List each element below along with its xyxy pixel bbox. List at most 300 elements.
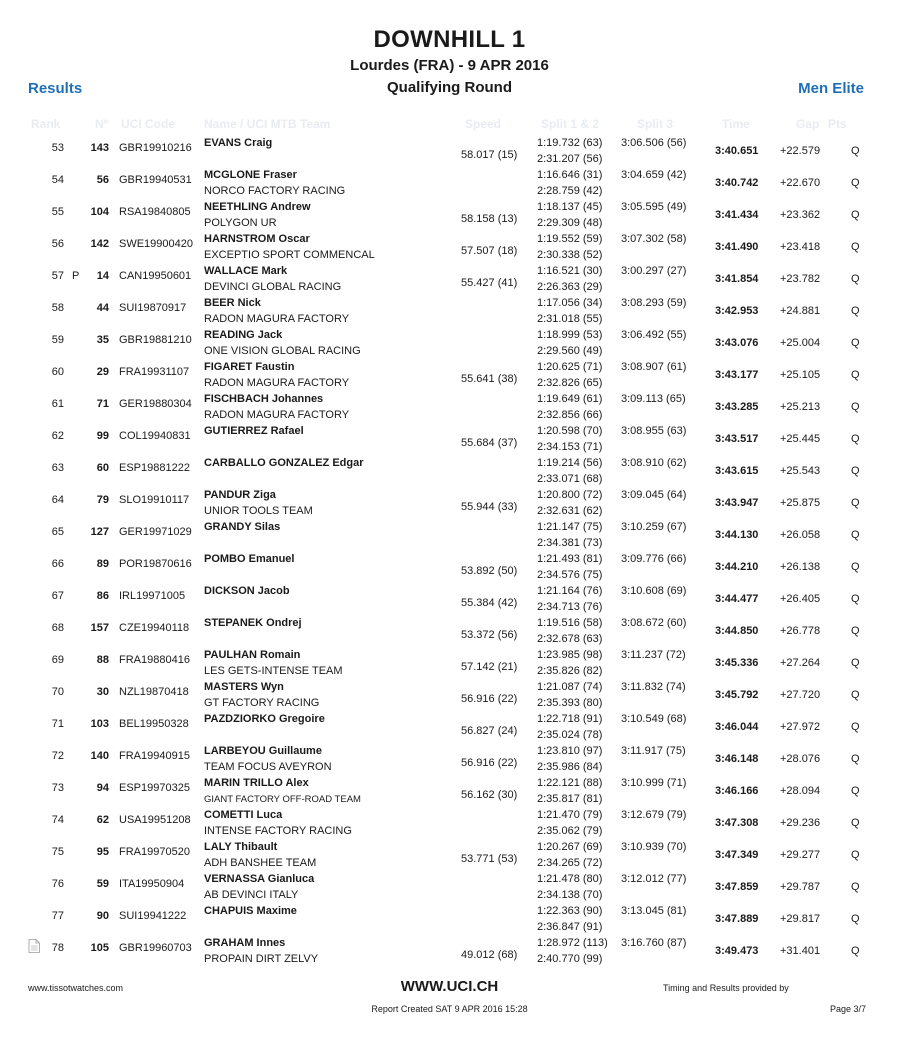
row-rank: 61 — [51, 398, 64, 410]
row-uci-code: BEL19950328 — [119, 718, 189, 730]
row-gap: +23.362 — [780, 209, 821, 221]
row-gap: +26.138 — [780, 561, 821, 573]
table-row — [0, 808, 899, 840]
row-split1: 1:19.649 (61) — [537, 393, 603, 405]
table-row — [0, 552, 899, 584]
table-row — [0, 744, 899, 776]
row-rider-name: GUTIERREZ Rafael — [204, 425, 304, 437]
row-split1: 1:21.478 (80) — [537, 873, 603, 885]
row-split2: 2:35.817 (81) — [537, 793, 603, 805]
row-time: 3:47.859 — [715, 881, 759, 893]
row-qualified: Q — [851, 881, 860, 893]
row-bib: 105 — [90, 942, 109, 954]
row-split1: 1:28.972 (113) — [537, 937, 608, 949]
table-row — [0, 360, 899, 392]
row-team-name: PROPAIN DIRT ZELVY — [204, 953, 319, 965]
row-split2: 2:29.560 (49) — [537, 345, 603, 357]
event-title: DOWNHILL 1 — [373, 26, 526, 53]
row-split1: 1:21.147 (75) — [537, 521, 603, 533]
row-rider-name: MCGLONE Fraser — [204, 169, 297, 181]
header-speed: Speed — [465, 117, 502, 131]
row-time: 3:46.044 — [715, 721, 759, 733]
row-rider-name: MARIN TRILLO Alex — [204, 777, 309, 789]
header-uci-code: UCI Code — [121, 117, 175, 131]
row-qualified: Q — [851, 273, 860, 285]
row-split1: 1:20.267 (69) — [537, 841, 603, 853]
document-icon — [28, 939, 40, 953]
row-uci-code: SUI19870917 — [119, 302, 187, 314]
row-time: 3:44.850 — [715, 625, 759, 637]
row-rank: 58 — [51, 302, 64, 314]
row-split2: 2:34.153 (71) — [537, 441, 603, 453]
row-split3: 3:11.237 (72) — [621, 649, 686, 661]
row-gap: +25.213 — [780, 401, 821, 413]
row-qualified: Q — [851, 657, 860, 669]
table-row — [0, 712, 899, 744]
row-time: 3:43.517 — [715, 433, 759, 445]
row-rank: 65 — [51, 526, 64, 538]
table-row — [0, 200, 899, 232]
row-rank: 57 — [51, 270, 64, 282]
row-uci-code: GBR19881210 — [119, 334, 192, 346]
row-split3: 3:10.549 (68) — [621, 713, 687, 725]
row-speed: 56.916 (22) — [461, 693, 518, 705]
row-time: 3:46.148 — [715, 753, 759, 765]
table-row — [0, 936, 899, 968]
footer-timing-credit: Timing and Results provided by — [663, 983, 789, 993]
row-rider-name: POMBO Emanuel — [204, 553, 295, 565]
row-split2: 2:34.265 (72) — [537, 857, 603, 869]
row-time: 3:40.651 — [715, 145, 759, 157]
row-qualified: Q — [851, 945, 860, 957]
row-team-name: INTENSE FACTORY RACING — [204, 825, 352, 837]
row-gap: +25.004 — [780, 337, 821, 349]
row-gap: +31.401 — [780, 945, 821, 957]
table-row — [0, 840, 899, 872]
row-team-name: RADON MAGURA FACTORY — [204, 377, 350, 389]
row-bib: 140 — [90, 750, 109, 762]
row-split3: 3:00.297 (27) — [621, 265, 687, 277]
row-split3: 3:08.293 (59) — [621, 297, 687, 309]
row-uci-code: GBR19960703 — [119, 942, 192, 954]
row-bib: 35 — [96, 334, 109, 346]
row-bib: 94 — [96, 782, 109, 794]
row-rider-name: GRAHAM Innes — [204, 937, 286, 949]
row-rider-name: PAZDZIORKO Gregoire — [204, 713, 325, 725]
row-split3: 3:10.999 (71) — [621, 777, 687, 789]
row-bib: 89 — [96, 558, 109, 570]
row-gap: +25.445 — [780, 433, 821, 445]
row-rider-name: FISCHBACH Johannes — [204, 393, 324, 405]
row-bib: 79 — [96, 494, 109, 506]
row-rider-name: VERNASSA Gianluca — [204, 873, 315, 885]
row-rider-name: PAULHAN Romain — [204, 649, 301, 661]
row-bib: 62 — [96, 814, 109, 826]
row-gap: +29.817 — [780, 913, 821, 925]
page-number: Page 3/7 — [829, 1004, 866, 1014]
row-time: 3:47.889 — [715, 913, 759, 925]
row-rider-name: GRANDY Silas — [204, 521, 281, 533]
row-gap: +27.264 — [780, 657, 821, 669]
row-split1: 1:19.732 (63) — [537, 137, 603, 149]
row-split2: 2:34.381 (73) — [537, 537, 603, 549]
row-bib: 30 — [96, 686, 109, 698]
row-gap: +26.405 — [780, 593, 821, 605]
row-uci-code: FRA19931107 — [119, 366, 190, 378]
row-rank: 59 — [51, 334, 64, 346]
row-split1: 1:20.598 (70) — [537, 425, 603, 437]
row-bib: 44 — [96, 302, 109, 314]
row-split1: 1:21.493 (81) — [537, 553, 603, 565]
row-time: 3:44.477 — [715, 593, 759, 605]
row-split3: 3:10.259 (67) — [621, 521, 687, 533]
row-bib: 86 — [96, 590, 109, 602]
row-speed: 49.012 (68) — [461, 949, 518, 961]
row-rank: 75 — [51, 846, 64, 858]
row-split1: 1:23.985 (98) — [537, 649, 603, 661]
row-speed: 56.916 (22) — [461, 757, 518, 769]
row-speed: 56.827 (24) — [461, 725, 518, 737]
row-gap: +25.875 — [780, 497, 821, 509]
row-time: 3:43.076 — [715, 337, 759, 349]
row-uci-code: IRL19971005 — [119, 590, 186, 602]
table-row — [0, 584, 899, 616]
row-split2: 2:30.338 (52) — [537, 249, 603, 261]
row-uci-code: SUI19941222 — [119, 910, 187, 922]
table-row — [0, 904, 899, 936]
row-bib: 127 — [90, 526, 109, 538]
row-time: 3:43.177 — [715, 369, 759, 381]
row-gap: +27.720 — [780, 689, 821, 701]
row-split3: 3:06.492 (55) — [621, 329, 687, 341]
row-bib: 103 — [90, 718, 109, 730]
row-qualified: Q — [851, 497, 860, 509]
row-rank: 72 — [51, 750, 64, 762]
table-row — [0, 776, 899, 808]
row-rank: 76 — [51, 878, 64, 890]
row-gap: +22.670 — [780, 177, 821, 189]
table-row — [0, 680, 899, 712]
row-uci-code: CZE19940118 — [119, 622, 190, 634]
row-time: 3:41.490 — [715, 241, 759, 253]
row-speed: 57.507 (18) — [461, 245, 518, 257]
row-split2: 2:34.713 (76) — [537, 601, 603, 613]
row-split3: 3:06.506 (56) — [621, 137, 687, 149]
row-time: 3:40.742 — [715, 177, 759, 189]
row-bib: 60 — [96, 462, 109, 474]
row-rider-name: EVANS Craig — [204, 137, 273, 149]
row-split1: 1:17.056 (34) — [537, 297, 603, 309]
row-gap: +24.881 — [780, 305, 821, 317]
header-split3: Split 3 — [637, 117, 674, 131]
row-qualified: Q — [851, 433, 860, 445]
row-speed: 55.384 (42) — [461, 597, 518, 609]
category-label: Men Elite — [798, 80, 864, 97]
row-bib: 88 — [96, 654, 109, 666]
row-gap: +27.972 — [780, 721, 821, 733]
row-rank: 74 — [51, 814, 64, 826]
row-split2: 2:36.847 (91) — [537, 921, 603, 933]
row-team-name: TEAM FOCUS AVEYRON — [204, 761, 332, 773]
row-gap: +23.782 — [780, 273, 821, 285]
row-time: 3:46.166 — [715, 785, 759, 797]
row-team-name: EXCEPTIO SPORT COMMENCAL — [204, 249, 375, 261]
row-team-name: GIANT FACTORY OFF-ROAD TEAM — [204, 794, 361, 805]
row-split3: 3:09.113 (65) — [621, 393, 686, 405]
row-qualified: Q — [851, 561, 860, 573]
row-split3: 3:11.917 (75) — [621, 745, 686, 757]
row-split1: 1:19.516 (58) — [537, 617, 603, 629]
row-rider-name: MASTERS Wyn — [204, 681, 284, 693]
row-bib: 71 — [96, 398, 109, 410]
row-time: 3:43.615 — [715, 465, 759, 477]
row-rank: 54 — [51, 174, 64, 186]
row-split2: 2:32.856 (66) — [537, 409, 603, 421]
row-split1: 1:22.363 (90) — [537, 905, 603, 917]
row-uci-code: COL19940831 — [119, 430, 191, 442]
row-speed: 57.142 (21) — [461, 661, 518, 673]
row-time: 3:43.285 — [715, 401, 759, 413]
row-rider-name: WALLACE Mark — [204, 265, 288, 277]
row-split1: 1:21.470 (79) — [537, 809, 603, 821]
report-created: Report Created SAT 9 APR 2016 15:28 — [371, 1004, 528, 1014]
row-gap: +29.236 — [780, 817, 821, 829]
row-rank: 69 — [51, 654, 64, 666]
row-qualified: Q — [851, 337, 860, 349]
row-bib: 95 — [96, 846, 109, 858]
row-speed: 55.641 (38) — [461, 373, 518, 385]
row-speed: 56.162 (30) — [461, 789, 518, 801]
row-rider-name: PANDUR Ziga — [204, 489, 276, 501]
table-row — [0, 136, 899, 168]
row-uci-code: POR19870616 — [119, 558, 192, 570]
row-team-name: POLYGON UR — [204, 217, 277, 229]
row-split2: 2:35.062 (79) — [537, 825, 603, 837]
row-uci-code: ITA19950904 — [119, 878, 185, 890]
row-uci-code: NZL19870418 — [119, 686, 189, 698]
row-qualified: Q — [851, 209, 860, 221]
row-split3: 3:08.910 (62) — [621, 457, 687, 469]
row-qualified: Q — [851, 593, 860, 605]
row-team-name: RADON MAGURA FACTORY — [204, 409, 350, 421]
row-split2: 2:33.071 (68) — [537, 473, 603, 485]
row-gap: +23.418 — [780, 241, 821, 253]
row-team-name: AB DEVINCI ITALY — [204, 889, 299, 901]
row-rider-name: HARNSTROM Oscar — [204, 233, 310, 245]
row-uci-code: FRA19880416 — [119, 654, 190, 666]
table-row — [0, 264, 899, 296]
row-split3: 3:04.659 (42) — [621, 169, 687, 181]
table-row — [0, 328, 899, 360]
row-qualified: Q — [851, 625, 860, 637]
header-time: Time — [722, 117, 750, 131]
row-team-name: UNIOR TOOLS TEAM — [204, 505, 313, 517]
row-rank: 56 — [51, 238, 64, 250]
row-split3: 3:10.939 (70) — [621, 841, 687, 853]
row-split2: 2:28.759 (42) — [537, 185, 603, 197]
row-gap: +28.094 — [780, 785, 821, 797]
row-rank: 66 — [51, 558, 64, 570]
row-qualified: Q — [851, 913, 860, 925]
row-split1: 1:19.552 (59) — [537, 233, 603, 245]
row-qualified: Q — [851, 145, 860, 157]
row-team-name: NORCO FACTORY RACING — [204, 185, 346, 197]
row-qualified: Q — [851, 369, 860, 381]
row-uci-code: GER19880304 — [119, 398, 192, 410]
row-split2: 2:35.024 (78) — [537, 729, 603, 741]
row-split1: 1:16.646 (31) — [537, 169, 603, 181]
row-split3: 3:09.776 (66) — [621, 553, 687, 565]
row-rider-name: READING Jack — [204, 329, 283, 341]
row-split2: 2:35.986 (84) — [537, 761, 603, 773]
row-split1: 1:21.087 (74) — [537, 681, 603, 693]
row-team-name: RADON MAGURA FACTORY — [204, 313, 350, 325]
row-team-name: LES GETS-INTENSE TEAM — [204, 665, 343, 677]
row-rank: 68 — [51, 622, 64, 634]
row-split3: 3:08.907 (61) — [621, 361, 687, 373]
row-split3: 3:11.832 (74) — [621, 681, 686, 693]
row-uci-code: SWE19900420 — [119, 238, 193, 250]
header-gap: Gap — [796, 117, 820, 131]
row-uci-code: GER19971029 — [119, 526, 192, 538]
row-uci-code: FRA19940915 — [119, 750, 190, 762]
row-split3: 3:10.608 (69) — [621, 585, 687, 597]
row-split1: 1:20.625 (71) — [537, 361, 603, 373]
row-rider-name: LARBEYOU Guillaume — [204, 745, 322, 757]
row-split3: 3:12.679 (79) — [621, 809, 687, 821]
row-split3: 3:09.045 (64) — [621, 489, 687, 501]
header-pts: Pts — [828, 117, 847, 131]
row-time: 3:42.953 — [715, 305, 759, 317]
table-row — [0, 616, 899, 648]
row-split2: 2:31.207 (56) — [537, 153, 603, 165]
row-bib: 59 — [96, 878, 109, 890]
row-split2: 2:35.393 (80) — [537, 697, 603, 709]
row-qualified: Q — [851, 241, 860, 253]
row-split2: 2:31.018 (55) — [537, 313, 603, 325]
row-rider-name: STEPANEK Ondrej — [204, 617, 302, 629]
row-bib: 56 — [96, 174, 109, 186]
event-round: Qualifying Round — [387, 79, 512, 96]
row-split3: 3:12.012 (77) — [621, 873, 687, 885]
row-gap: +25.105 — [780, 369, 821, 381]
row-speed: 55.684 (37) — [461, 437, 518, 449]
row-time: 3:41.854 — [715, 273, 759, 285]
section-label: Results — [28, 80, 83, 97]
row-time: 3:47.308 — [715, 817, 759, 829]
row-speed: 58.158 (13) — [461, 213, 518, 225]
row-split2: 2:40.770 (99) — [537, 953, 603, 965]
row-split1: 1:20.800 (72) — [537, 489, 603, 501]
row-speed: 58.017 (15) — [461, 149, 518, 161]
row-team-name: DEVINCI GLOBAL RACING — [204, 281, 342, 293]
row-bib: 142 — [90, 238, 109, 250]
row-gap: +26.778 — [780, 625, 821, 637]
row-time: 3:45.336 — [715, 657, 759, 669]
row-rank: 71 — [51, 718, 64, 730]
row-rank: 53 — [51, 142, 64, 154]
row-split1: 1:19.214 (56) — [537, 457, 603, 469]
row-team-name: ONE VISION GLOBAL RACING — [204, 345, 361, 357]
row-gap: +22.579 — [780, 145, 821, 157]
row-uci-code: FRA19970520 — [119, 846, 190, 858]
row-rider-name: CARBALLO GONZALEZ Edgar — [204, 457, 364, 469]
row-rider-name: NEETHLING Andrew — [204, 201, 311, 213]
row-gap: +25.543 — [780, 465, 821, 477]
row-split3: 3:13.045 (81) — [621, 905, 687, 917]
row-bib: 90 — [96, 910, 109, 922]
table-row — [0, 296, 899, 328]
row-split3: 3:16.760 (87) — [621, 937, 687, 949]
row-split1: 1:23.810 (97) — [537, 745, 603, 757]
row-time: 3:47.349 — [715, 849, 759, 861]
event-subtitle: Lourdes (FRA) - 9 APR 2016 — [350, 57, 549, 74]
row-rank: 67 — [51, 590, 64, 602]
row-qualified: Q — [851, 689, 860, 701]
row-bib: 99 — [96, 430, 109, 442]
row-time: 3:49.473 — [715, 945, 759, 957]
row-time: 3:44.210 — [715, 561, 759, 573]
row-split1: 1:22.121 (88) — [537, 777, 603, 789]
row-speed: 53.771 (53) — [461, 853, 518, 865]
row-rank: 77 — [51, 910, 64, 922]
row-uci-code: RSA19840805 — [119, 206, 191, 218]
row-split2: 2:29.309 (48) — [537, 217, 603, 229]
row-rank: 78 — [51, 942, 64, 954]
table-row — [0, 648, 899, 680]
row-uci-code: CAN19950601 — [119, 270, 192, 282]
row-rider-name: BEER Nick — [204, 297, 261, 309]
row-split3: 3:08.672 (60) — [621, 617, 687, 629]
row-qualified: Q — [851, 401, 860, 413]
row-qualified: Q — [851, 817, 860, 829]
row-qualified: Q — [851, 721, 860, 733]
footer-sponsor-url: www.tissotwatches.com — [28, 983, 124, 993]
table-row — [0, 872, 899, 904]
row-split1: 1:16.521 (30) — [537, 265, 603, 277]
row-uci-code: GBR19940531 — [119, 174, 192, 186]
row-split2: 2:34.576 (75) — [537, 569, 603, 581]
row-time: 3:41.434 — [715, 209, 759, 221]
header-rank: Rank — [31, 117, 61, 131]
row-gap: +29.277 — [780, 849, 821, 861]
row-qualified: Q — [851, 465, 860, 477]
row-split3: 3:07.302 (58) — [621, 233, 687, 245]
row-uci-code: SLO19910117 — [119, 494, 190, 506]
table-row — [0, 168, 899, 200]
row-rider-name: DICKSON Jacob — [204, 585, 290, 597]
row-rank: 60 — [51, 366, 64, 378]
row-uci-code: GBR19910216 — [119, 142, 192, 154]
row-qualified: Q — [851, 529, 860, 541]
row-split2: 2:32.826 (65) — [537, 377, 603, 389]
row-qualified: Q — [851, 305, 860, 317]
row-speed: 55.427 (41) — [461, 277, 518, 289]
row-split2: 2:34.138 (70) — [537, 889, 603, 901]
row-speed: 53.892 (50) — [461, 565, 518, 577]
row-gap: +28.076 — [780, 753, 821, 765]
row-bib: 14 — [96, 270, 109, 282]
row-split1: 1:18.137 (45) — [537, 201, 603, 213]
row-split2: 2:26.363 (29) — [537, 281, 603, 293]
row-split1: 1:18.999 (53) — [537, 329, 603, 341]
table-row — [0, 456, 899, 488]
row-split3: 3:08.955 (63) — [621, 425, 687, 437]
table-row — [0, 424, 899, 456]
row-team-name: ADH BANSHEE TEAM — [204, 857, 317, 869]
table-row — [0, 232, 899, 264]
row-rank: 73 — [51, 782, 64, 794]
